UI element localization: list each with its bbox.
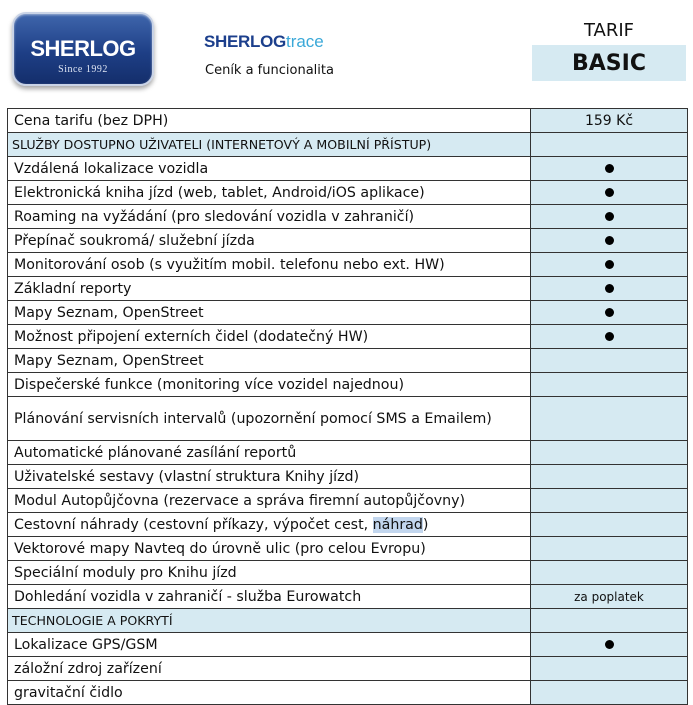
empty-cell: [531, 373, 688, 397]
empty-cell: [531, 681, 688, 705]
included-dot-icon: [605, 332, 614, 341]
empty-cell: [531, 349, 688, 373]
table-row: [8, 465, 688, 489]
table-row: [8, 397, 688, 441]
included-cell: [531, 325, 688, 349]
table-row: [8, 325, 688, 349]
included-cell: [531, 301, 688, 325]
empty-cell: [531, 537, 688, 561]
sherlog-logo-since: Since 1992: [58, 64, 108, 75]
feature-label: Uživatelské sestavy (vlastní struktura Knihy jízd): [8, 465, 531, 489]
empty-cell: [531, 513, 688, 537]
feature-label: Možnost připojení externích čidel (dodatečný HW): [8, 325, 531, 349]
table-row: [8, 633, 688, 657]
table-row: [8, 441, 688, 465]
included-cell: [531, 633, 688, 657]
table-row: [8, 277, 688, 301]
feature-label: Mapy Seznam, OpenStreet: [8, 349, 531, 373]
section-row: [8, 133, 688, 157]
empty-cell: [531, 561, 688, 585]
table-row: [8, 349, 688, 373]
feature-label: [8, 513, 531, 537]
included-cell: [531, 205, 688, 229]
empty-cell: [531, 397, 688, 441]
table-row: [8, 253, 688, 277]
table-row: [8, 373, 688, 397]
value-text: za poplatek: [574, 589, 644, 604]
empty-cell: [531, 657, 688, 681]
included-dot-icon: [605, 164, 614, 173]
included-cell: [531, 229, 688, 253]
table-row: [8, 489, 688, 513]
table-row: [8, 301, 688, 325]
feature-label: Vzdálená lokalizace vozidla: [8, 157, 531, 181]
sherlog-trace-logo: [204, 32, 324, 52]
section-title: SLUŽBY DOSTUPNO UŽIVATELI (INTERNETOVÝ A MOBILNÍ PŘÍSTUP): [8, 133, 531, 157]
feature-label: Dohledání vozidla v zahraničí - služba Eurowatch: [8, 585, 531, 609]
feature-label: Elektronická kniha jízd (web, tablet, Android/iOS aplikace): [8, 181, 531, 205]
included-dot-icon: [605, 188, 614, 197]
sherlog-logo: [12, 12, 154, 86]
empty-cell: [531, 465, 688, 489]
feature-label: Modul Autopůjčovna (rezervace a správa firemní autopůjčovny): [8, 489, 531, 513]
value-cell: [531, 585, 688, 609]
included-dot-icon: [605, 284, 614, 293]
feature-label-text: Cestovní náhrady (cestovní příkazy, výpočet cest,: [14, 516, 373, 533]
feature-label: Lokalizace GPS/GSM: [8, 633, 531, 657]
feature-label: Vektorové mapy Navteq do úrovně ulic (pro celou Evropu): [8, 537, 531, 561]
pricing-table: [7, 108, 688, 705]
feature-label: Monitorování osob (s využitím mobil. telefonu nebo ext. HW): [8, 253, 531, 277]
table-row: [8, 513, 688, 537]
table-row: [8, 681, 688, 705]
feature-label: Cena tarifu (bez DPH): [8, 109, 531, 133]
included-cell: [531, 253, 688, 277]
table-row: [8, 157, 688, 181]
sherlog-logo-text: SHERLOG: [30, 36, 136, 61]
included-dot-icon: [605, 236, 614, 245]
table-row: [8, 205, 688, 229]
value-text: 159 Kč: [584, 112, 634, 129]
feature-label: Plánování servisních intervalů (upozornění pomocí SMS a Emailem): [8, 397, 531, 441]
included-dot-icon: [605, 308, 614, 317]
highlighted-text: náhrad: [372, 516, 423, 533]
feature-label: Roaming na vyžádání (pro sledování vozidla v zahraničí): [8, 205, 531, 229]
table-row: [8, 657, 688, 681]
section-title: TECHNOLOGIE A POKRYTÍ: [8, 609, 531, 633]
empty-cell: [531, 133, 688, 157]
page-subtitle: Ceník a funcionalita: [205, 63, 334, 78]
feature-label-text: ): [422, 516, 429, 533]
plan-name: BASIC: [532, 45, 686, 81]
table-row: [8, 537, 688, 561]
feature-label: Přepínač soukromá/ služební jízda: [8, 229, 531, 253]
tarif-label: TARIF: [583, 20, 635, 41]
empty-cell: [531, 489, 688, 513]
pricing-table-body: [8, 109, 688, 705]
included-cell: [531, 181, 688, 205]
included-dot-icon: [605, 640, 614, 649]
included-dot-icon: [605, 260, 614, 269]
feature-label: záložní zdroj zařízení: [8, 657, 531, 681]
empty-cell: [531, 441, 688, 465]
value-cell: [531, 109, 688, 133]
table-row: [8, 585, 688, 609]
table-row: [8, 229, 688, 253]
included-dot-icon: [605, 212, 614, 221]
empty-cell: [531, 609, 688, 633]
feature-label: Speciální moduly pro Knihu jízd: [8, 561, 531, 585]
feature-label: gravitační čidlo: [8, 681, 531, 705]
trace-logo-suffix: trace: [285, 32, 324, 51]
included-cell: [531, 277, 688, 301]
feature-label: Základní reporty: [8, 277, 531, 301]
section-row: [8, 609, 688, 633]
included-cell: [531, 157, 688, 181]
trace-logo-brand: SHERLOG: [204, 32, 286, 51]
feature-label: Dispečerské funkce (monitoring více vozidel najednou): [8, 373, 531, 397]
table-row: [8, 181, 688, 205]
table-row: [8, 561, 688, 585]
table-row: [8, 109, 688, 133]
feature-label: Mapy Seznam, OpenStreet: [8, 301, 531, 325]
feature-label: Automatické plánované zasílání reportů: [8, 441, 531, 465]
